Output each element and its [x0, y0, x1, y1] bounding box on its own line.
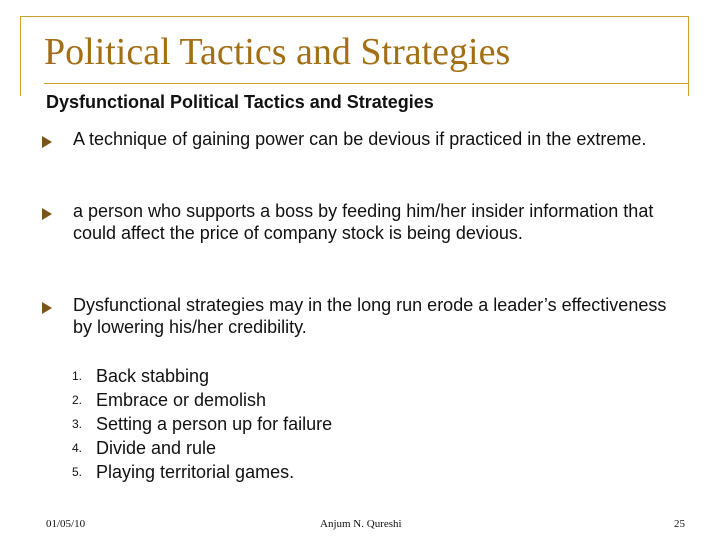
footer-date: 01/05/10	[46, 518, 86, 530]
footer-author: Anjum N. Qureshi	[320, 518, 402, 530]
slide-frame-left-border	[20, 16, 21, 96]
number-marker: 4.	[72, 441, 83, 455]
square-bullet-icon	[42, 208, 52, 220]
bullet-text: A technique of gaining power can be devious if practiced in the extreme.	[73, 129, 647, 149]
bullet-text: Dysfunctional strategies may in the long run erode a leader’s effectiveness by lowering his/her credibility.	[73, 295, 667, 337]
slide-frame-right-border	[688, 16, 689, 96]
footer-page-number: 25	[674, 518, 685, 530]
slide-frame-top-border	[20, 16, 688, 17]
number-marker: 1.	[72, 369, 83, 383]
numbered-text: Embrace or demolish	[96, 390, 267, 410]
title-underline	[44, 83, 689, 84]
bullet-text: a person who supports a boss by feeding him/her insider information that could affect the price of company stock is being devious.	[73, 201, 654, 243]
slide-title: Political Tactics and Strategies	[44, 31, 511, 73]
numbered-text: Setting a person up for failure	[96, 414, 333, 434]
square-bullet-icon	[42, 136, 52, 148]
number-marker: 5.	[72, 465, 83, 479]
numbered-text: Back stabbing	[96, 366, 210, 386]
slide-subtitle: Dysfunctional Political Tactics and Strategies	[46, 92, 434, 112]
square-bullet-icon	[42, 302, 52, 314]
numbered-text: Playing territorial games.	[96, 462, 295, 482]
number-marker: 2.	[72, 393, 83, 407]
number-marker: 3.	[72, 417, 83, 431]
numbered-text: Divide and rule	[96, 438, 217, 458]
